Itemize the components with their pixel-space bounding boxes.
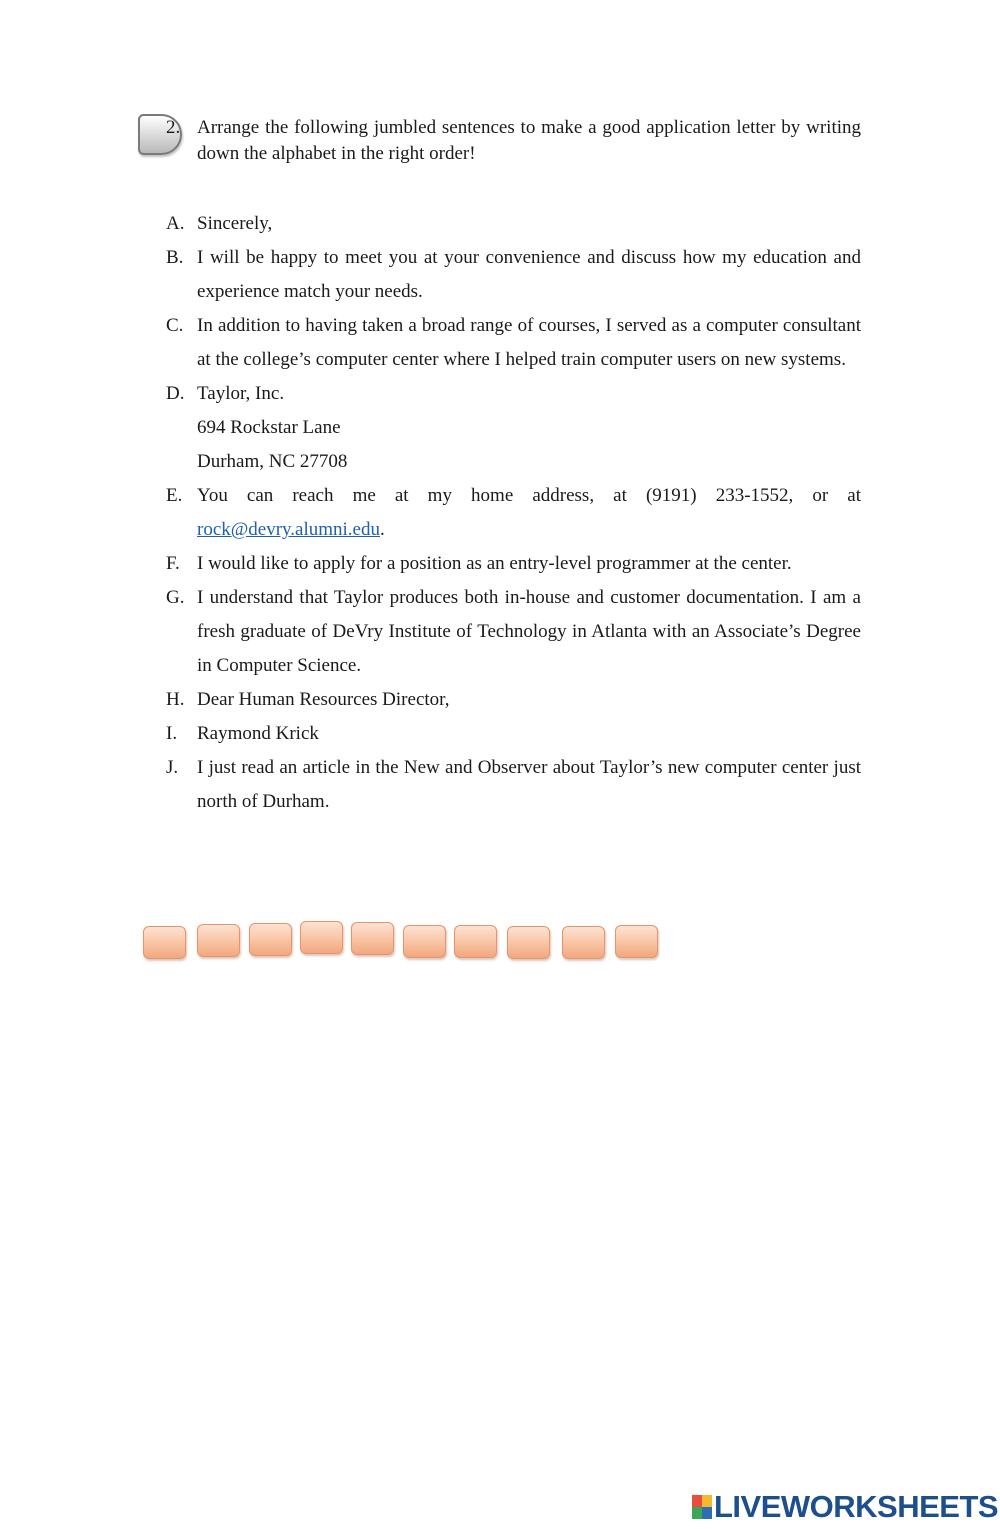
question-instruction	[166, 115, 861, 167]
sentence-item-d	[166, 377, 861, 479]
item-letter: J.	[166, 757, 179, 778]
sentence-list	[166, 207, 861, 819]
item-text: Dear Human Resources Director,	[197, 689, 450, 710]
answer-box-9[interactable]	[562, 926, 605, 959]
sentence-item-j	[166, 751, 861, 819]
logo-text: LIVEWORKSHEETS	[714, 1489, 999, 1524]
sentence-item-i	[166, 717, 861, 751]
item-text: You can reach me at my home address, at (9191) 233-1552, or at	[197, 485, 861, 506]
sentence-item-g	[166, 581, 861, 683]
item-letter: H.	[166, 689, 185, 710]
answer-box-7[interactable]	[454, 925, 497, 958]
answer-box-4[interactable]	[300, 921, 343, 954]
sentence-item-c	[166, 309, 861, 377]
item-letter: I.	[166, 723, 178, 744]
item-letter: C.	[166, 315, 184, 336]
email-link[interactable]: rock@devry.alumni.edu	[197, 519, 380, 540]
liveworksheets-logo[interactable]	[692, 1490, 998, 1524]
item-letter: D.	[166, 383, 185, 404]
item-text: I understand that Taylor produces both in-house and customer documentation. I am a fresh graduate of DeVry Institute of Technology in Atlanta with an Associate’s Degree in Computer Science.	[197, 587, 861, 676]
address-city: Durham, NC 27708	[197, 451, 348, 472]
answer-box-3[interactable]	[249, 923, 292, 956]
answer-box-6[interactable]	[403, 925, 446, 958]
sentence-item-b	[166, 241, 861, 309]
address-company: Taylor, Inc.	[197, 383, 285, 404]
item-letter: A.	[166, 213, 185, 234]
question-number: 2.	[166, 117, 181, 138]
address-street: 694 Rockstar Lane	[197, 417, 341, 438]
item-letter: E.	[166, 485, 183, 506]
answer-box-10[interactable]	[615, 925, 658, 958]
sentence-item-e	[166, 479, 861, 547]
sentence-item-a	[166, 207, 861, 241]
item-text: In addition to having taken a broad range of courses, I served as a computer consultant at the college’s computer center where I helped train computer users on new systems.	[197, 315, 861, 370]
item-text: Raymond Krick	[197, 723, 319, 744]
item-text: I would like to apply for a position as an entry-level programmer at the center.	[197, 553, 792, 574]
answer-box-5[interactable]	[351, 922, 394, 955]
item-letter: F.	[166, 553, 180, 574]
question-text: Arrange the following jumbled sentences to make a good application letter by writing down the alphabet in the right order!	[197, 117, 861, 164]
answer-box-2[interactable]	[197, 924, 240, 957]
answer-box-1[interactable]	[143, 926, 186, 959]
item-text: Sincerely,	[197, 213, 273, 234]
item-letter: B.	[166, 247, 184, 268]
item-text: I just read an article in the New and Observer about Taylor’s new computer center just north of Durham.	[197, 757, 861, 812]
answer-box-8[interactable]	[507, 926, 550, 959]
sentence-item-h	[166, 683, 861, 717]
item-letter: G.	[166, 587, 185, 608]
sentence-item-f	[166, 547, 861, 581]
item-text-end: .	[380, 519, 385, 540]
item-text: I will be happy to meet you at your convenience and discuss how my education and experience match your needs.	[197, 247, 861, 302]
liveworksheets-logo-icon	[692, 1495, 712, 1519]
